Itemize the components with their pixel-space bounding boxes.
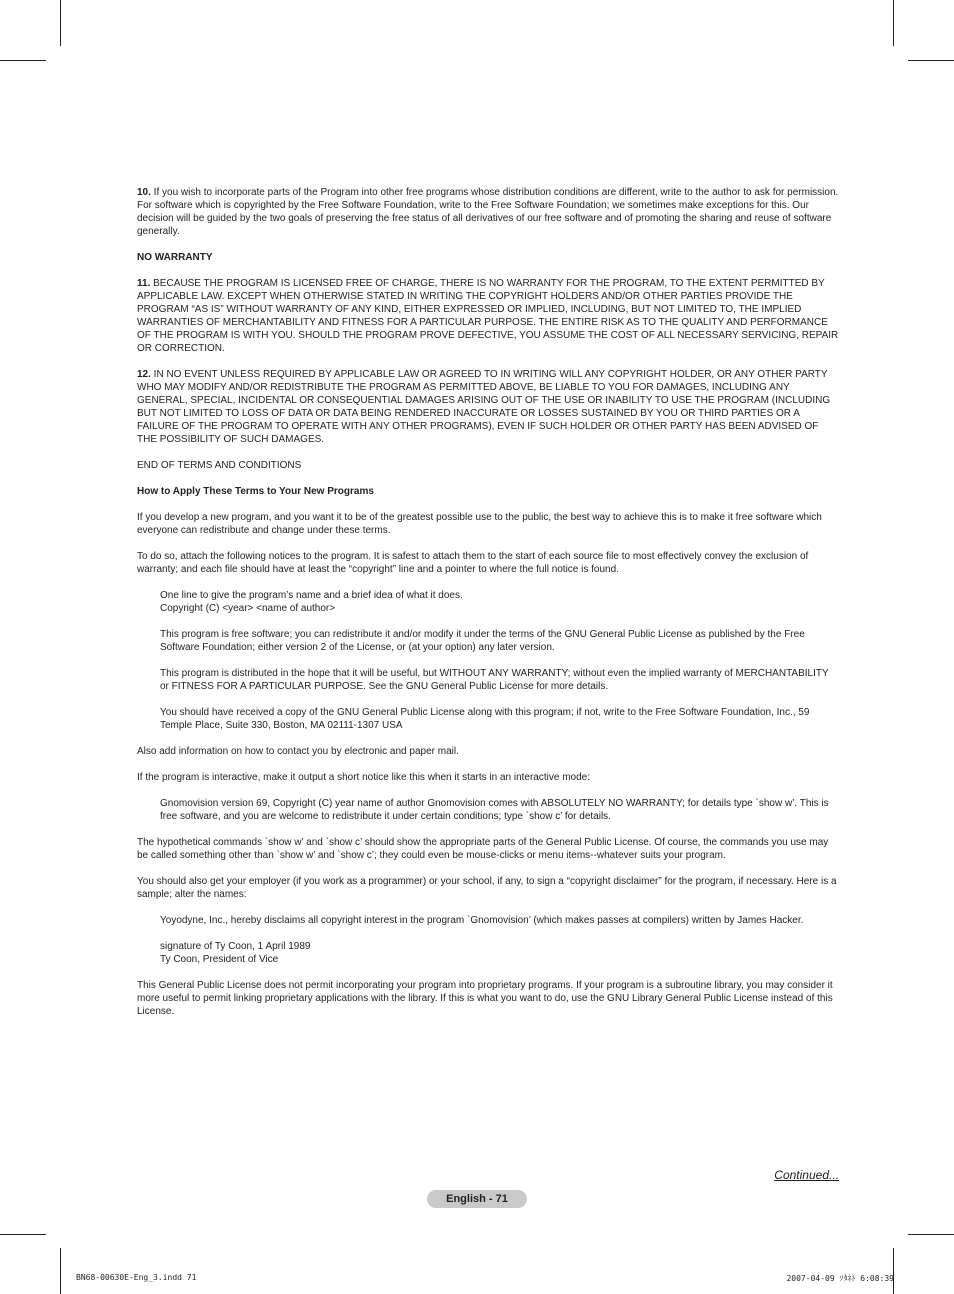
crop-mark [893,1248,894,1294]
how-to-apply-heading: How to Apply These Terms to Your New Programs [137,486,374,497]
print-slug-filename: BN68-00630E-Eng_3.indd 71 [76,1273,197,1282]
crop-mark [60,0,61,46]
section-text: If you wish to incorporate parts of the Program into other free programs whose distribution conditions are different, write to the author to ask for permission. For software which is copyrighted by the Free Software Foundation, write to the Free Software Foundation; we sometimes make exceptions for this. Our decision will be guided by the two goals of preserving the free status of all derivatives of our free software and of promoting the sharing and reuse of software generally. [137,187,839,237]
no-warranty-heading: NO WARRANTY [137,252,213,263]
page-number-badge: English - 71 [427,1190,527,1208]
paragraph-employer: You should also get your employer (if you work as a programmer) or your school, if any, to sign a “copyright disclaimer” for the program, if necessary. Here is a sample; alter the names: [137,876,837,900]
crop-mark [0,60,46,61]
paragraph-also-add: Also add information on how to contact you by electronic and paper mail. [137,746,459,757]
notice-free-software: This program is free software; you can redistribute it and/or modify it under the terms of the GNU General Public License as published by the Free Software Foundation; either version 2 of the License, or (at your option) any later version. [160,629,805,653]
paragraph-develop: If you develop a new program, and you want it to be of the greatest possible use to the public, the best way to achieve this is to make it free software which everyone can redistribute and change under these terms. [137,512,822,536]
section-number: 11. [137,278,151,289]
crop-mark [0,1234,46,1235]
section-number: 12. [137,369,151,380]
gnomovision-notice: Gnomovision version 69, Copyright (C) year name of author Gnomovision comes with ABSOLUTELY NO WARRANTY; for details type `show w’. This is free software, and you are welcome to redistribute it under certain conditions; type `show c’ for details. [160,798,829,822]
paragraph-final: This General Public License does not permit incorporating your program into proprietary programs. If your program is a subroutine library, you may consider it more useful to permit linking proprietary applications with the library. If this is what you want to do, use the GNU Library General Public License instead of this License. [137,980,833,1017]
paragraph-hypothetical: The hypothetical commands `show w’ and `show c’ should show the appropriate parts of the General Public License. Of course, the commands you use may be called something other than `show w’ and `show c’; they could even be mouse-clicks or menu items--whatever suits your program. [137,837,829,861]
continued-label: Continued... [774,1168,839,1182]
print-slug-timestamp: 2007-04-09 ｿﾀﾈﾄ 6:08:39 [786,1274,894,1283]
section-10 [137,186,839,238]
section-number: 10. [137,187,151,198]
notice-line-2: Copyright (C) <year> <name of author> [160,603,336,614]
section-12 [137,368,839,446]
crop-mark [893,0,894,46]
end-of-terms: END OF TERMS AND CONDITIONS [137,460,302,471]
section-11 [137,277,839,355]
signature-line-2: Ty Coon, President of Vice [160,954,279,965]
notice-copy: You should have received a copy of the GNU General Public License along with this program; if not, write to the Free Software Foundation, Inc., 59 Temple Place, Suite 330, Boston, MA 02111-1307 USA [160,707,810,731]
crop-mark [60,1248,61,1294]
notice-distributed: This program is distributed in the hope that it will be useful, but WITHOUT ANY WARRANTY; without even the implied warranty of MERCHANTABILITY or FITNESS FOR A PARTICULAR PURPOSE. See the GNU General Public License for more details. [160,668,829,692]
yoyodyne-disclaimer: Yoyodyne, Inc., hereby disclaims all copyright interest in the program `Gnomovision’ (which makes passes at compilers) written by James Hacker. [160,915,804,926]
notice-line-1: One line to give the program’s name and a brief idea of what it does. [160,590,463,601]
license-body [137,186,839,1031]
crop-mark [908,60,954,61]
section-text: IN NO EVENT UNLESS REQUIRED BY APPLICABLE LAW OR AGREED TO IN WRITING WILL ANY COPYRIGHT HOLDER, OR ANY OTHER PARTY WHO MAY MODIFY AND/OR REDISTRIBUTE THE PROGRAM AS PERMITTED ABOVE, BE LIABLE TO YOU FOR DAMAGES, INCLUDING ANY GENERAL, SPECIAL, INCIDENTAL OR CONSEQUENTIAL DAMAGES ARISING OUT OF THE USE OR INABILITY TO USE THE PROGRAM (INCLUDING BUT NOT LIMITED TO LOSS OF DATA OR DATA BEING RENDERED INACCURATE OR LOSSES SUSTAINED BY YOU OR THIRD PARTIES OR A FAILURE OF THE PROGRAM TO OPERATE WITH ANY OTHER PROGRAMS), EVEN IF SUCH HOLDER OR OTHER PARTY HAS BEEN ADVISED OF THE POSSIBILITY OF SUCH DAMAGES. [137,369,831,445]
signature-block [160,940,839,966]
section-text: BECAUSE THE PROGRAM IS LICENSED FREE OF CHARGE, THERE IS NO WARRANTY FOR THE PROGRAM, TO THE EXTENT PERMITTED BY APPLICABLE LAW. EXCEPT WHEN OTHERWISE STATED IN WRITING THE COPYRIGHT HOLDERS AND/OR OTHER PARTIES PROVIDE THE PROGRAM “AS IS” WITHOUT WARRANTY OF ANY KIND, EITHER EXPRESSED OR IMPLIED, INCLUDING, BUT NOT LIMITED TO, THE IMPLIED WARRANTIES OF MERCHANTABILITY AND FITNESS FOR A PARTICULAR PURPOSE. THE ENTIRE RISK AS TO THE QUALITY AND PERFORMANCE OF THE PROGRAM IS WITH YOU. SHOULD THE PROGRAM PROVE DEFECTIVE, YOU ASSUME THE COST OF ALL NECESSARY SERVICING, REPAIR OR CORRECTION. [137,278,839,354]
paragraph-to-do-so: To do so, attach the following notices to the program. It is safest to attach them to the start of each source file to most effectively convey the exclusion of warranty; and each file should have at least the “copyright” line and a pointer to where the full notice is found. [137,551,809,575]
paragraph-interactive: If the program is interactive, make it output a short notice like this when it starts in an interactive mode: [137,772,590,783]
crop-mark [908,1234,954,1235]
signature-line-1: signature of Ty Coon, 1 April 1989 [160,941,311,952]
notice-header [160,589,839,615]
